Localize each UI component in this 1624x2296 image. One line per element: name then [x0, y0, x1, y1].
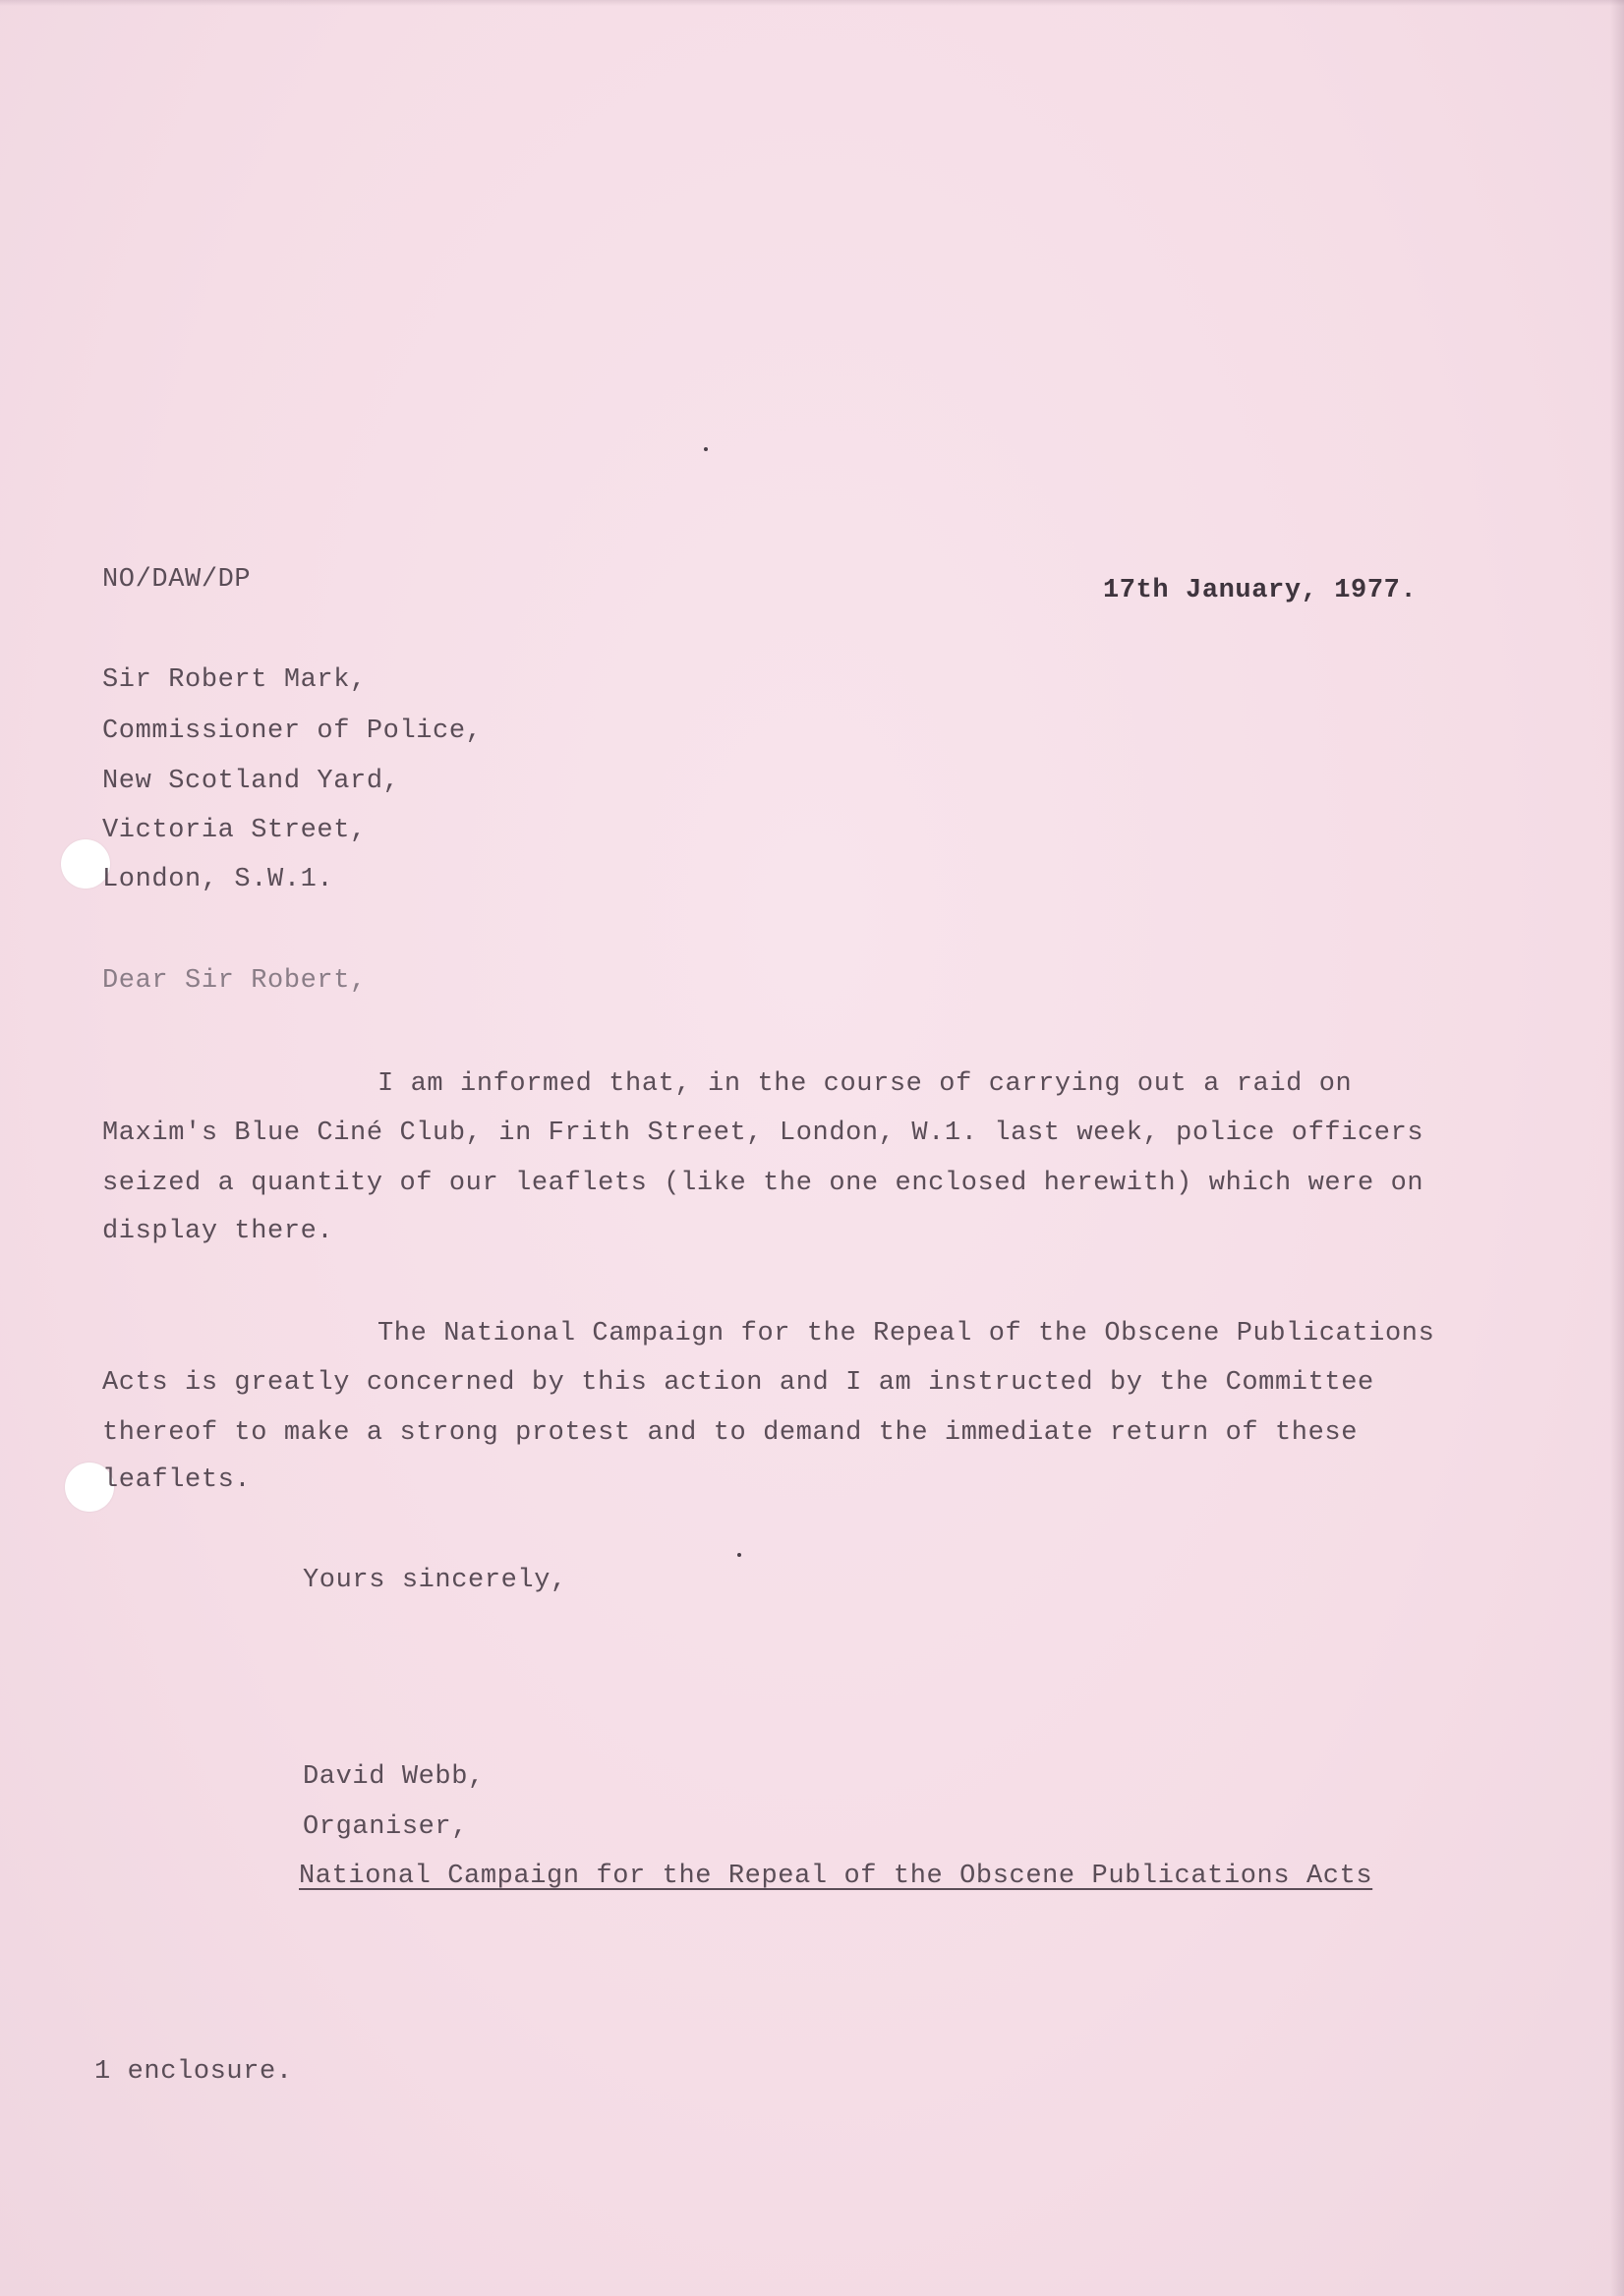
recipient-title: Commissioner of Police, [102, 717, 483, 746]
closing: Yours sincerely, [303, 1566, 567, 1595]
signatory-name: David Webb, [303, 1762, 485, 1792]
paper-edge-right [1610, 0, 1624, 2296]
reference-code: NO/DAW/DP [102, 565, 252, 595]
paragraph-line: seized a quantity of our leaflets (like the one enclosed herewith) which were on [102, 1169, 1424, 1198]
paragraph-line: Maxim's Blue Ciné Club, in Frith Street, London, W.1. last week, police officers [102, 1119, 1424, 1148]
paragraph-line: leaflets. [102, 1465, 252, 1495]
ink-speck [704, 447, 708, 451]
paragraph-line: I am informed that, in the course of carrying out a raid on [377, 1069, 1353, 1099]
recipient-address-line: London, S.W.1. [102, 865, 334, 894]
paragraph-line: thereof to make a strong protest and to demand the immediate return of these [102, 1418, 1358, 1448]
recipient-address-line: New Scotland Yard, [102, 767, 400, 796]
signatory-organisation: National Campaign for the Repeal of the Obscene Publications Acts [299, 1862, 1373, 1891]
paragraph-line: The National Campaign for the Repeal of the Obscene Publications [377, 1319, 1435, 1349]
recipient-address-line: Victoria Street, [102, 816, 367, 845]
enclosure-note: 1 enclosure. [94, 2057, 293, 2087]
paragraph-line: display there. [102, 1217, 334, 1246]
signatory-title: Organiser, [303, 1812, 469, 1842]
paper-edge-top [0, 0, 1624, 6]
salutation: Dear Sir Robert, [102, 966, 367, 996]
ink-speck [737, 1553, 741, 1557]
letter-date: 17th January, 1977. [1103, 576, 1418, 605]
paragraph-line: Acts is greatly concerned by this action and I am instructed by the Committee [102, 1368, 1374, 1398]
recipient-name: Sir Robert Mark, [102, 665, 367, 695]
